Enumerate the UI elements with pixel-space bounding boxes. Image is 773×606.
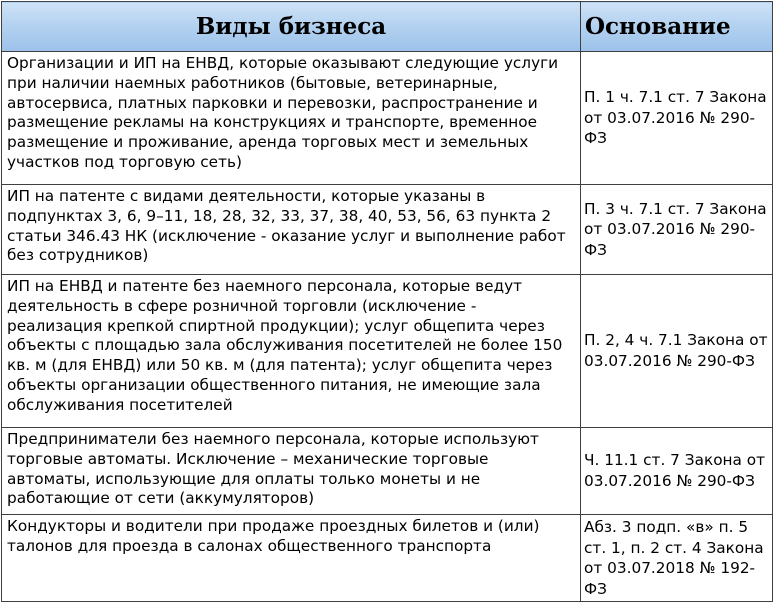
basis-cell: Абз. 3 подп. «в» п. 5 ст. 1, п. 2 ст. 4 Закона от 03.07.2018 № 192-ФЗ <box>581 515 773 602</box>
table-row <box>2 515 773 602</box>
header-row <box>2 2 773 52</box>
business-cell: Организации и ИП на ЕНВД, которые оказывают следующие услуги при наличии наемных работников (бытовые, ветеринарные, автосервиса, платных парковки и перевозки, распространение и размещение рекламы на конструкциях и транспорте, временное размещение и проживание, аренда торговых мест и земельных участков под торговую сеть) <box>2 52 581 185</box>
business-cell: Кондукторы и водители при продаже проездных билетов и (или) талонов для проезда в салонах общественного транспорта <box>2 515 581 602</box>
basis-cell: Ч. 11.1 ст. 7 Закона от 03.07.2016 № 290-ФЗ <box>581 428 773 515</box>
table-row <box>2 275 773 428</box>
business-cell: Предприниматели без наемного персонала, которые используют торговые автоматы. Исключение – механические торговые автоматы, использующие для оплаты только монеты и не работающие от сети (аккумуляторов) <box>2 428 581 515</box>
header-basis: Основание <box>581 2 773 52</box>
table-row <box>2 428 773 515</box>
basis-cell: П. 1 ч. 7.1 ст. 7 Закона от 03.07.2016 № 290-ФЗ <box>581 52 773 185</box>
basis-cell: П. 2, 4 ч. 7.1 Закона от 03.07.2016 № 290-ФЗ <box>581 275 773 428</box>
basis-cell: П. 3 ч. 7.1 ст. 7 Закона от 03.07.2016 № 290-ФЗ <box>581 185 773 275</box>
business-cell: ИП на ЕНВД и патенте без наемного персонала, которые ведут деятельность в сфере розничной торговли (исключение - реализация крепкой спиртной продукции); услуг общепита через объекты с площадью зала обслуживания посетителей не более 150 кв. м (для ЕНВД) или 50 кв. м (для патента); услуг общепита через объекты организации общественного питания, не имеющие зала обслуживания посетителей <box>2 275 581 428</box>
business-cell: ИП на патенте с видами деятельности, которые указаны в подпунктах 3, 6, 9–11, 18, 28, 32, 33, 37, 38, 40, 53, 56, 63 пункта 2 статьи 346.43 НК (исключение - оказание услуг и выполнение работ без сотрудников) <box>2 185 581 275</box>
header-business-types: Виды бизнеса <box>2 2 581 52</box>
table-row <box>2 185 773 275</box>
table-row <box>2 52 773 185</box>
business-types-table <box>1 1 773 602</box>
